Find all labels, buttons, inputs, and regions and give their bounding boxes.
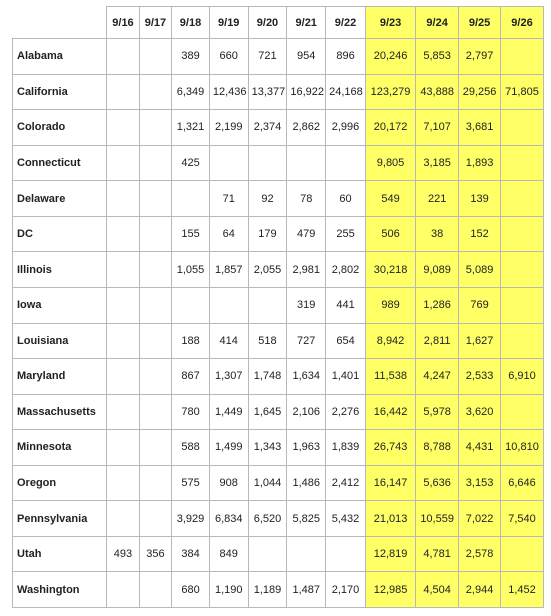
value-cell: 26,743	[365, 430, 415, 466]
state-name-cell: DC	[13, 216, 107, 252]
table-row	[13, 287, 544, 323]
table-header	[13, 7, 544, 39]
state-name-cell: Alabama	[13, 39, 107, 75]
value-cell: 2,996	[326, 110, 366, 146]
value-cell	[501, 145, 544, 181]
date-column-header: 9/19	[209, 7, 248, 39]
value-cell	[107, 359, 139, 395]
value-cell: 319	[287, 287, 326, 323]
date-column-header: 9/21	[287, 7, 326, 39]
value-cell: 1,055	[172, 252, 210, 288]
value-cell: 5,636	[416, 465, 459, 501]
value-cell: 1,634	[287, 359, 326, 395]
value-cell	[139, 74, 171, 110]
value-cell	[501, 216, 544, 252]
value-cell: 989	[365, 287, 415, 323]
date-column-header: 9/18	[172, 7, 210, 39]
value-cell: 2,944	[459, 572, 501, 608]
value-cell: 30,218	[365, 252, 415, 288]
value-cell: 6,646	[501, 465, 544, 501]
value-cell: 2,055	[248, 252, 287, 288]
value-cell: 549	[365, 181, 415, 217]
value-cell	[326, 536, 366, 572]
value-cell: 7,107	[416, 110, 459, 146]
value-cell: 71	[209, 181, 248, 217]
value-cell: 43,888	[416, 74, 459, 110]
value-cell: 1,189	[248, 572, 287, 608]
value-cell	[107, 110, 139, 146]
value-cell	[501, 323, 544, 359]
value-cell: 1,839	[326, 430, 366, 466]
value-cell	[501, 536, 544, 572]
value-cell: 2,797	[459, 39, 501, 75]
value-cell: 7,540	[501, 501, 544, 537]
state-name-cell: Utah	[13, 536, 107, 572]
value-cell: 2,802	[326, 252, 366, 288]
table-row	[13, 323, 544, 359]
value-cell: 188	[172, 323, 210, 359]
value-cell: 4,781	[416, 536, 459, 572]
value-cell: 3,620	[459, 394, 501, 430]
value-cell: 908	[209, 465, 248, 501]
value-cell: 10,559	[416, 501, 459, 537]
value-cell	[248, 287, 287, 323]
value-cell: 5,853	[416, 39, 459, 75]
value-cell: 2,170	[326, 572, 366, 608]
value-cell: 255	[326, 216, 366, 252]
value-cell	[501, 394, 544, 430]
value-cell: 92	[248, 181, 287, 217]
state-name-cell: Delaware	[13, 181, 107, 217]
value-cell: 71,805	[501, 74, 544, 110]
value-cell	[139, 359, 171, 395]
value-cell: 155	[172, 216, 210, 252]
date-column-header: 9/17	[139, 7, 171, 39]
date-column-header: 9/23	[365, 7, 415, 39]
table-row	[13, 501, 544, 537]
table-row	[13, 181, 544, 217]
value-cell: 12,819	[365, 536, 415, 572]
value-cell: 2,374	[248, 110, 287, 146]
value-cell	[107, 252, 139, 288]
value-cell: 5,978	[416, 394, 459, 430]
value-cell: 506	[365, 216, 415, 252]
value-cell: 5,432	[326, 501, 366, 537]
header-row	[13, 7, 544, 39]
value-cell: 954	[287, 39, 326, 75]
value-cell: 24,168	[326, 74, 366, 110]
value-cell: 384	[172, 536, 210, 572]
value-cell	[172, 181, 210, 217]
value-cell	[139, 572, 171, 608]
date-column-header: 9/24	[416, 7, 459, 39]
value-cell	[139, 110, 171, 146]
value-cell: 78	[287, 181, 326, 217]
value-cell: 179	[248, 216, 287, 252]
value-cell	[139, 287, 171, 323]
value-cell: 11,538	[365, 359, 415, 395]
value-cell: 575	[172, 465, 210, 501]
value-cell	[139, 39, 171, 75]
value-cell	[501, 39, 544, 75]
value-cell: 6,910	[501, 359, 544, 395]
state-name-cell: Washington	[13, 572, 107, 608]
value-cell	[139, 501, 171, 537]
value-cell: 20,172	[365, 110, 415, 146]
state-name-cell: Louisiana	[13, 323, 107, 359]
value-cell: 654	[326, 323, 366, 359]
value-cell: 2,981	[287, 252, 326, 288]
value-cell: 7,022	[459, 501, 501, 537]
value-cell	[172, 287, 210, 323]
state-name-cell: California	[13, 74, 107, 110]
value-cell: 1,645	[248, 394, 287, 430]
value-cell	[139, 430, 171, 466]
value-cell: 3,153	[459, 465, 501, 501]
value-cell	[287, 536, 326, 572]
date-column-header: 9/26	[501, 7, 544, 39]
value-cell: 123,279	[365, 74, 415, 110]
value-cell: 3,185	[416, 145, 459, 181]
value-cell: 5,825	[287, 501, 326, 537]
value-cell	[501, 110, 544, 146]
value-cell: 1,307	[209, 359, 248, 395]
value-cell: 1,449	[209, 394, 248, 430]
value-cell: 1,190	[209, 572, 248, 608]
value-cell: 1,401	[326, 359, 366, 395]
value-cell: 4,431	[459, 430, 501, 466]
header-corner-cell	[13, 7, 107, 39]
value-cell: 3,929	[172, 501, 210, 537]
value-cell: 6,834	[209, 501, 248, 537]
value-cell: 2,578	[459, 536, 501, 572]
table-row	[13, 430, 544, 466]
value-cell: 1,044	[248, 465, 287, 501]
value-cell: 29,256	[459, 74, 501, 110]
value-cell	[107, 572, 139, 608]
value-cell: 12,436	[209, 74, 248, 110]
value-cell: 2,862	[287, 110, 326, 146]
value-cell	[501, 181, 544, 217]
table-row	[13, 252, 544, 288]
value-cell	[139, 252, 171, 288]
value-cell: 2,412	[326, 465, 366, 501]
value-cell: 1,499	[209, 430, 248, 466]
value-cell: 5,089	[459, 252, 501, 288]
table-row	[13, 39, 544, 75]
value-cell	[139, 181, 171, 217]
value-cell: 21,013	[365, 501, 415, 537]
value-cell: 518	[248, 323, 287, 359]
value-cell: 425	[172, 145, 210, 181]
value-cell: 1,343	[248, 430, 287, 466]
table-row	[13, 74, 544, 110]
value-cell	[107, 145, 139, 181]
date-column-header: 9/16	[107, 7, 139, 39]
value-cell	[248, 536, 287, 572]
value-cell: 588	[172, 430, 210, 466]
value-cell: 9,089	[416, 252, 459, 288]
value-cell	[287, 145, 326, 181]
value-cell: 3,681	[459, 110, 501, 146]
value-cell: 769	[459, 287, 501, 323]
value-cell	[209, 145, 248, 181]
value-cell	[139, 145, 171, 181]
state-name-cell: Oregon	[13, 465, 107, 501]
value-cell: 1,893	[459, 145, 501, 181]
data-table	[12, 6, 544, 608]
table-row	[13, 216, 544, 252]
value-cell	[501, 287, 544, 323]
value-cell: 389	[172, 39, 210, 75]
value-cell	[107, 465, 139, 501]
value-cell: 4,247	[416, 359, 459, 395]
value-cell: 414	[209, 323, 248, 359]
value-cell	[107, 394, 139, 430]
value-cell: 2,811	[416, 323, 459, 359]
value-cell: 221	[416, 181, 459, 217]
date-column-header: 9/25	[459, 7, 501, 39]
value-cell	[139, 394, 171, 430]
value-cell: 1,452	[501, 572, 544, 608]
value-cell: 780	[172, 394, 210, 430]
value-cell: 2,276	[326, 394, 366, 430]
table-body	[13, 39, 544, 608]
value-cell: 727	[287, 323, 326, 359]
value-cell: 2,533	[459, 359, 501, 395]
value-cell: 16,442	[365, 394, 415, 430]
table-row	[13, 359, 544, 395]
value-cell	[107, 287, 139, 323]
value-cell: 4,504	[416, 572, 459, 608]
state-name-cell: Colorado	[13, 110, 107, 146]
value-cell: 64	[209, 216, 248, 252]
value-cell: 1,286	[416, 287, 459, 323]
table-row	[13, 572, 544, 608]
value-cell: 479	[287, 216, 326, 252]
value-cell: 680	[172, 572, 210, 608]
value-cell: 20,246	[365, 39, 415, 75]
value-cell: 16,147	[365, 465, 415, 501]
value-cell	[107, 323, 139, 359]
value-cell: 8,788	[416, 430, 459, 466]
value-cell: 356	[139, 536, 171, 572]
value-cell	[107, 430, 139, 466]
value-cell: 1,321	[172, 110, 210, 146]
value-cell: 16,922	[287, 74, 326, 110]
table-row	[13, 394, 544, 430]
value-cell: 10,810	[501, 430, 544, 466]
value-cell: 721	[248, 39, 287, 75]
value-cell: 1,486	[287, 465, 326, 501]
value-cell: 849	[209, 536, 248, 572]
value-cell	[139, 216, 171, 252]
value-cell	[107, 501, 139, 537]
value-cell	[139, 465, 171, 501]
value-cell	[209, 287, 248, 323]
table-row	[13, 465, 544, 501]
value-cell: 1,748	[248, 359, 287, 395]
state-name-cell: Massachusetts	[13, 394, 107, 430]
value-cell: 9,805	[365, 145, 415, 181]
value-cell: 1,963	[287, 430, 326, 466]
value-cell	[107, 74, 139, 110]
date-column-header: 9/20	[248, 7, 287, 39]
value-cell: 60	[326, 181, 366, 217]
value-cell: 6,520	[248, 501, 287, 537]
value-cell	[501, 252, 544, 288]
value-cell: 896	[326, 39, 366, 75]
value-cell: 139	[459, 181, 501, 217]
value-cell: 1,487	[287, 572, 326, 608]
value-cell	[248, 145, 287, 181]
date-column-header: 9/22	[326, 7, 366, 39]
state-name-cell: Maryland	[13, 359, 107, 395]
value-cell: 38	[416, 216, 459, 252]
value-cell	[107, 181, 139, 217]
state-name-cell: Minnesota	[13, 430, 107, 466]
value-cell: 2,199	[209, 110, 248, 146]
state-name-cell: Connecticut	[13, 145, 107, 181]
value-cell: 6,349	[172, 74, 210, 110]
value-cell: 493	[107, 536, 139, 572]
value-cell: 1,857	[209, 252, 248, 288]
value-cell	[107, 216, 139, 252]
state-name-cell: Illinois	[13, 252, 107, 288]
value-cell: 2,106	[287, 394, 326, 430]
state-name-cell: Iowa	[13, 287, 107, 323]
value-cell: 867	[172, 359, 210, 395]
value-cell: 152	[459, 216, 501, 252]
value-cell: 12,985	[365, 572, 415, 608]
value-cell: 8,942	[365, 323, 415, 359]
value-cell	[139, 323, 171, 359]
value-cell	[107, 39, 139, 75]
table-row	[13, 110, 544, 146]
value-cell: 660	[209, 39, 248, 75]
value-cell: 1,627	[459, 323, 501, 359]
state-name-cell: Pennsylvania	[13, 501, 107, 537]
table-row	[13, 536, 544, 572]
value-cell: 13,377	[248, 74, 287, 110]
table-row	[13, 145, 544, 181]
value-cell: 441	[326, 287, 366, 323]
value-cell	[326, 145, 366, 181]
